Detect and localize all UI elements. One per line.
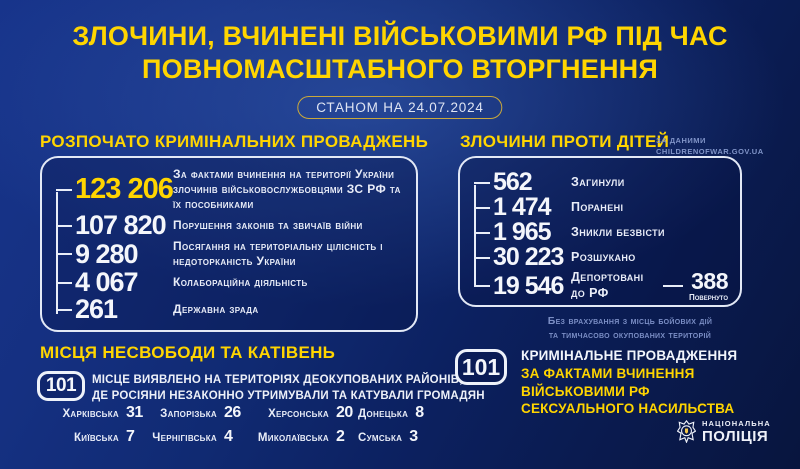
region-value: 26: [224, 404, 241, 421]
stat-label: Посягання на територіальну цілісність і недоторканість України: [173, 239, 383, 268]
region-item: [246, 428, 358, 446]
sexual-violence-text: [521, 347, 737, 418]
stat-row-deported: [474, 270, 728, 302]
stat-label: Порушення законів та звичаїв війни: [173, 218, 363, 232]
police-badge-icon: [677, 420, 696, 443]
page-title-line1: ЗЛОЧИНИ, ВЧИНЕНІ ВІЙСЬКОВИМИ РФ ПІД ЧАС: [72, 21, 728, 51]
source-note-line2: CHILDRENOFWAR.GOV.UA: [656, 147, 764, 157]
page-title-line2: ПОВНОМАСШТАБНОГО ВТОРГНЕННЯ: [142, 53, 658, 84]
detention-section-title: МІСЦЯ НЕСВОБОДИ ТА КАТІВЕНЬ: [40, 343, 336, 362]
region-value: 20: [336, 404, 353, 421]
children-footnote-line2: та тимчасово окупованих територій: [548, 329, 712, 342]
returned-label: Повернуто: [688, 293, 728, 302]
bracket-tick: [474, 232, 490, 234]
sexual-violence-count-badge: 101: [455, 349, 507, 385]
region-item: [40, 428, 148, 446]
region-item: [246, 404, 358, 422]
region-value: 3: [409, 428, 418, 445]
bracket-tick: [56, 309, 72, 311]
region-name: Донецька: [358, 408, 409, 420]
bracket-tick: [474, 182, 490, 184]
stat-value: 30 223: [493, 243, 564, 271]
region-item: [358, 428, 422, 446]
region-name: Миколаївська: [257, 432, 329, 444]
returned-value: 388: [691, 268, 728, 294]
detention-description-line1: МІСЦЕ ВИЯВЛЕНО НА ТЕРИТОРІЯХ ДЕОКУПОВАНИХ РАЙОНІВ,: [92, 374, 463, 386]
connector-dash: [663, 285, 683, 287]
children-panel: [458, 156, 742, 307]
region-value: 2: [336, 428, 345, 445]
stat-label: За фактами вчинення на території України злочинів військовослужбовцями ЗС РФ та їх пособниками: [173, 167, 401, 211]
stat-row: [474, 245, 728, 270]
sexual-violence-line2: ЗА ФАКТАМИ ВЧИНЕННЯ: [521, 365, 695, 381]
stat-label: Поранені: [571, 199, 624, 214]
region-value: 4: [224, 428, 233, 445]
sexual-violence-line4: СЕКСУАЛЬНОГО НАСИЛЬСТВА: [521, 401, 735, 417]
logo-text: [702, 419, 771, 444]
stat-label: Колабораційна діяльність: [173, 275, 308, 289]
region-name: Сумська: [358, 432, 403, 444]
stat-value: 1 474: [493, 193, 551, 221]
detention-description: [92, 373, 485, 404]
region-name: Київська: [73, 432, 119, 444]
proceedings-section-title: РОЗПОЧАТО КРИМІНАЛЬНИХ ПРОВАДЖЕНЬ: [40, 132, 429, 151]
stat-row: [56, 296, 404, 323]
regions-grid: [40, 404, 422, 446]
stat-value: 19 546: [493, 271, 564, 300]
children-section-title: ЗЛОЧИНИ ПРОТИ ДІТЕЙ: [460, 132, 670, 151]
stat-row: [56, 239, 404, 269]
stat-value: 123 206: [75, 173, 173, 205]
region-item: [148, 428, 246, 446]
stat-value: 261: [75, 294, 118, 324]
region-item: [40, 404, 148, 422]
stat-value: 4 067: [75, 267, 138, 297]
stat-value: 1 965: [493, 218, 551, 246]
children-footnote-line1: Без врахування з місць бойових дій: [547, 315, 713, 327]
source-note: [656, 135, 764, 158]
returned-stat: [689, 270, 728, 302]
stat-label: Загинули: [571, 174, 625, 189]
stat-label: Депортовані до РФ: [571, 270, 644, 300]
stat-value: 9 280: [75, 238, 138, 269]
detention-description-line2: ДЕ РОСІЯНИ НЕЗАКОННО УТРИМУВАЛИ ТА КАТУВАЛИ ГРОМАДЯН: [92, 389, 485, 402]
source-note-line1: ЗА ДАНИМИ: [656, 136, 706, 145]
children-footnote: [505, 314, 755, 342]
stat-row: [474, 170, 728, 195]
logo-org-line1: НАЦІОНАЛЬНА: [702, 419, 771, 428]
bracket-tick: [474, 257, 490, 259]
bracket-tick: [56, 282, 72, 284]
detention-count-badge: 101: [37, 371, 85, 401]
stat-row: [56, 269, 404, 296]
region-value: 8: [415, 404, 424, 421]
stat-row: [56, 212, 404, 239]
stat-value: 107 820: [75, 210, 166, 240]
stat-row-total: [56, 167, 404, 212]
proceedings-panel: [40, 156, 418, 332]
stat-label: Державна зрада: [173, 302, 259, 316]
sexual-violence-line3: ВІЙСЬКОВИМИ РФ: [521, 383, 650, 399]
region-value: 7: [126, 428, 135, 445]
stat-label: Зникли безвісти: [571, 224, 665, 239]
bracket-tick: [474, 285, 490, 287]
region-item: [148, 404, 246, 422]
bracket-tick: [56, 253, 72, 255]
date-badge: СТАНОМ НА 24.07.2024: [297, 96, 502, 119]
stat-row: [474, 195, 728, 220]
stat-row: [474, 220, 728, 245]
sexual-violence-line1: КРИМІНАЛЬНЕ ПРОВАДЖЕННЯ: [521, 348, 738, 363]
region-name: Чернігівська: [152, 432, 217, 444]
region-name: Запорізька: [160, 408, 217, 420]
page-title: [0, 20, 800, 86]
logo-org-line2: ПОЛІЦІЯ: [702, 427, 769, 445]
bracket-tick: [56, 189, 72, 191]
stat-value: 562: [493, 168, 532, 196]
bracket-tick: [474, 207, 490, 209]
national-police-logo: [677, 419, 771, 444]
stat-label: Розшукано: [571, 249, 636, 264]
region-value: 31: [126, 404, 143, 421]
bracket-tick: [56, 225, 72, 227]
region-name: Харківська: [62, 408, 119, 420]
region-name: Херсонська: [268, 408, 329, 420]
region-item: [358, 404, 422, 422]
